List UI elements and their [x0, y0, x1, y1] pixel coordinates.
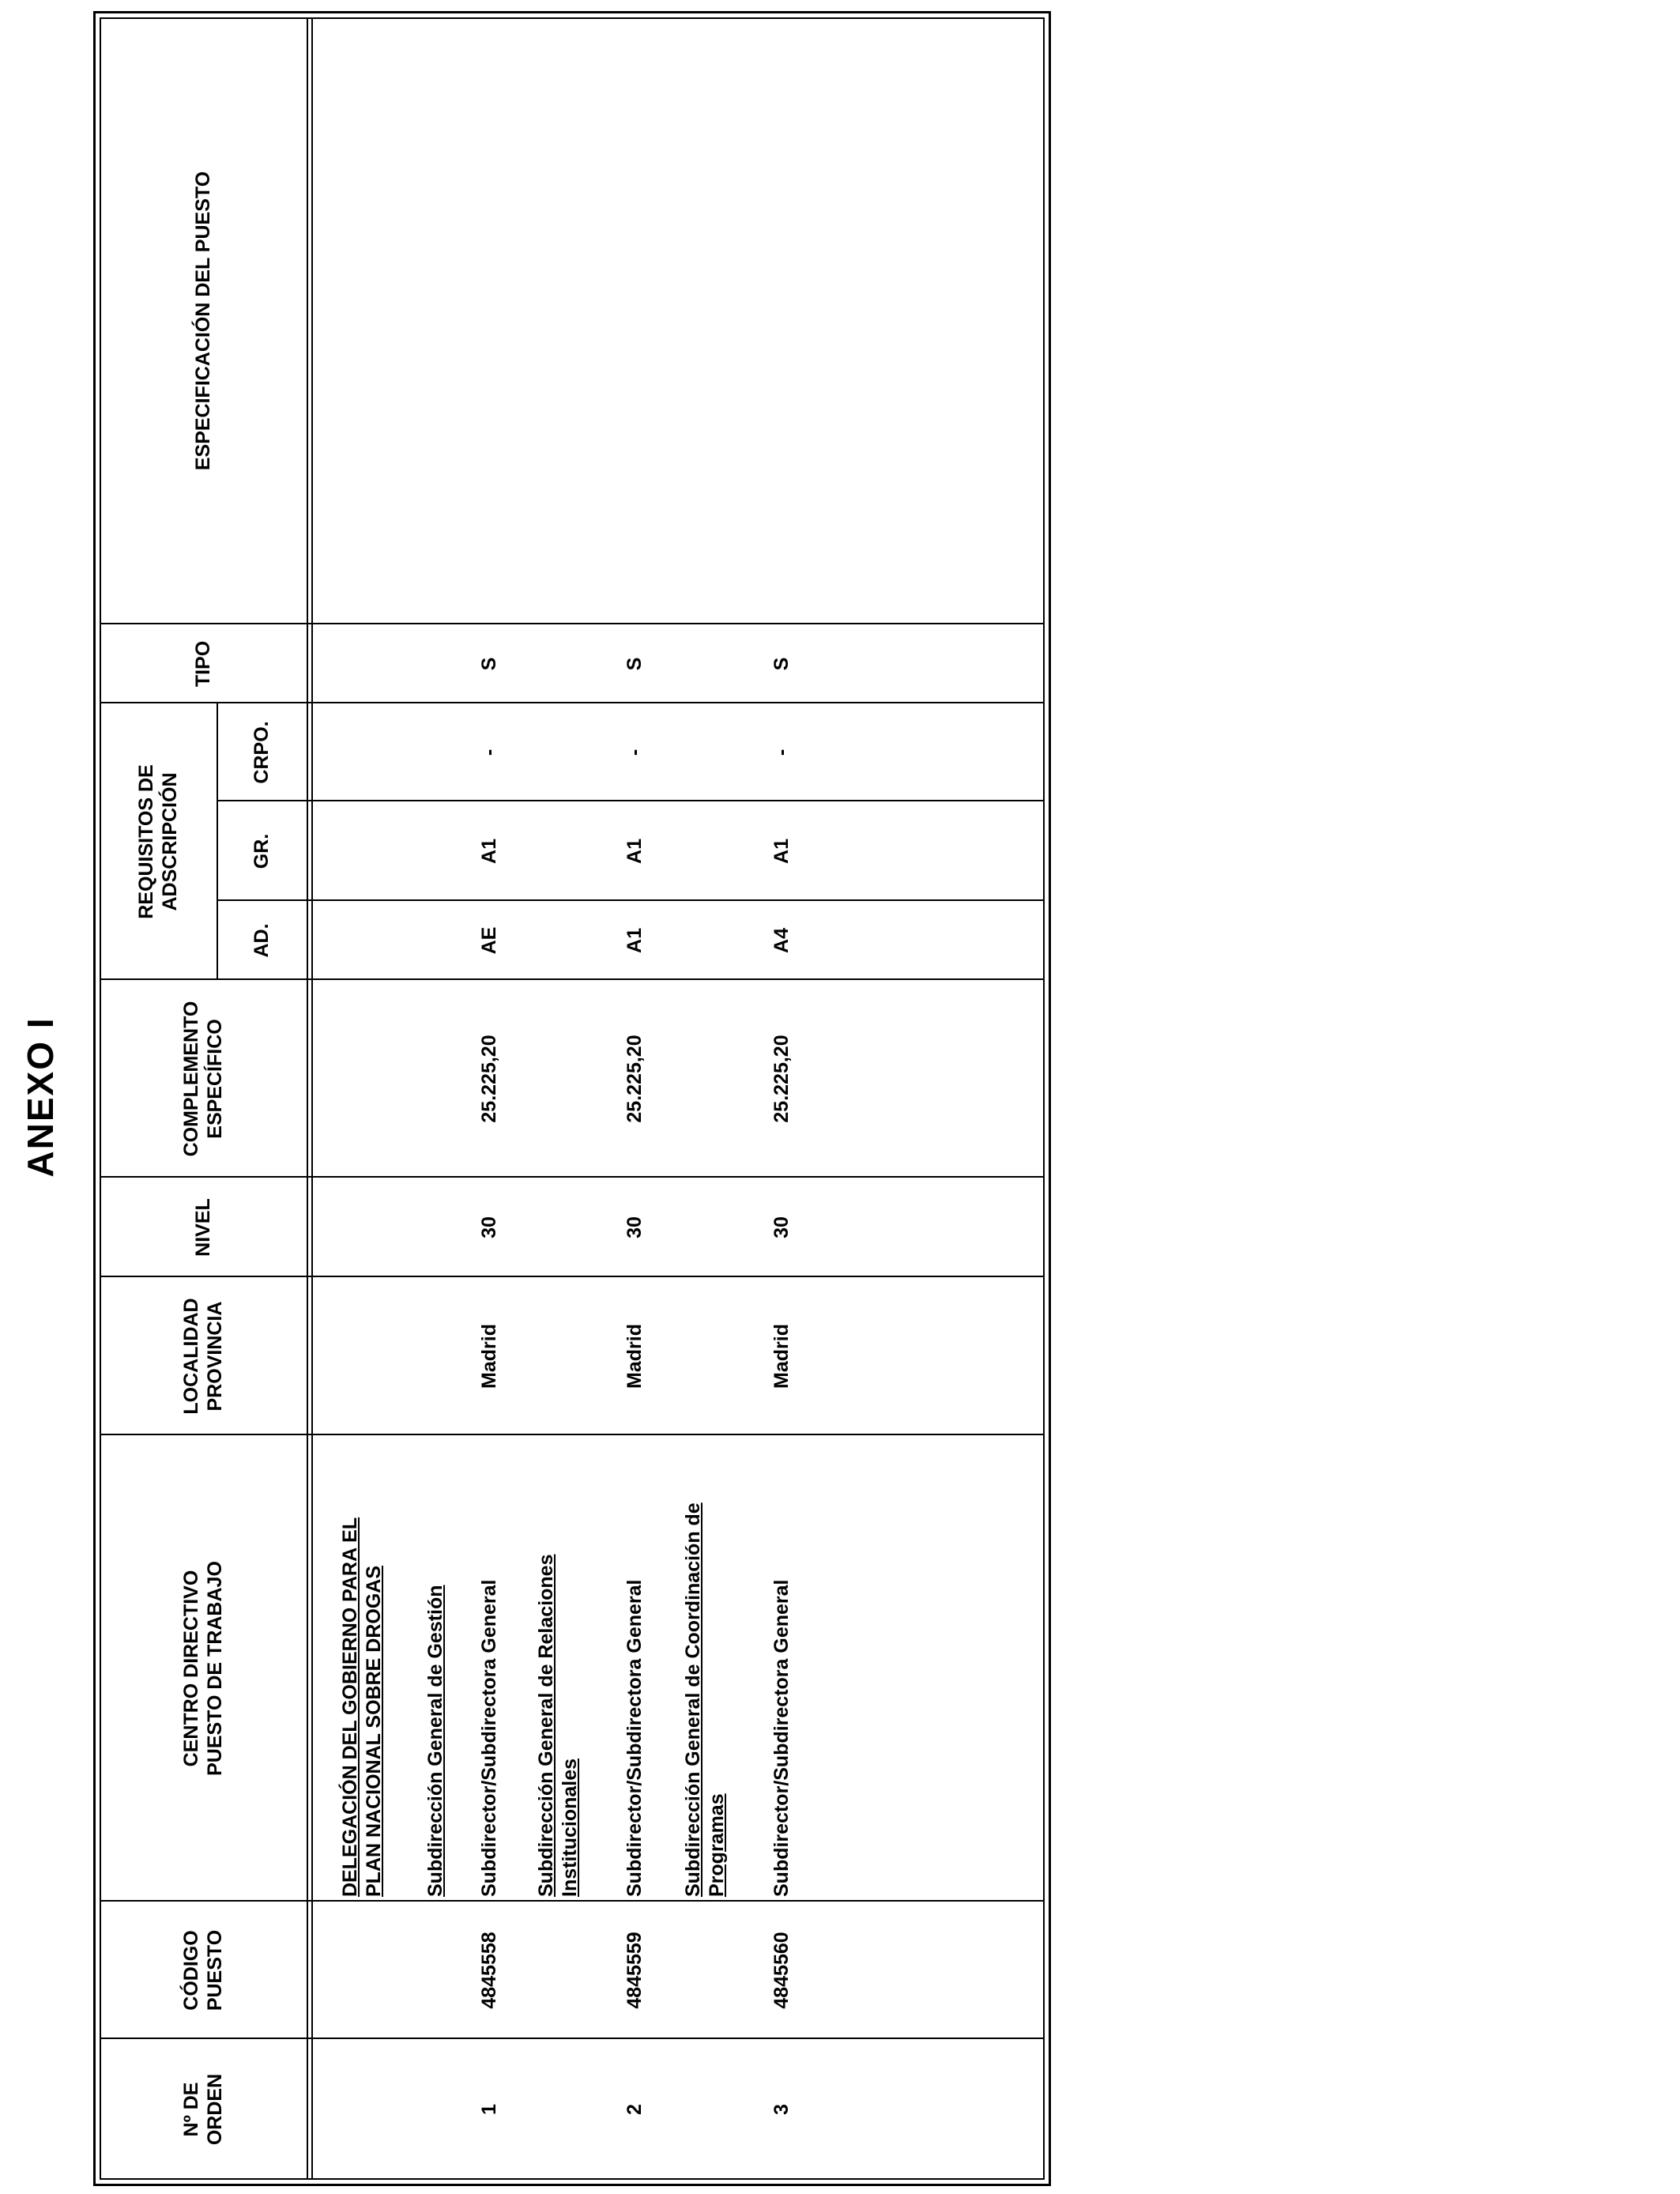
header-centro-line2: PUESTO DE TRABAJO	[204, 1561, 226, 1776]
header-nivel-text: NIVEL	[192, 1198, 214, 1257]
row-3-localidad: Madrid	[770, 1324, 793, 1389]
header-gr	[217, 801, 307, 901]
row-1-codigo: 4845558	[478, 1932, 500, 2009]
row-3-crpo: -	[770, 748, 793, 756]
header-requisitos-line1: REQUISITOS DE	[135, 764, 157, 919]
row-3-gr: A1	[770, 839, 793, 864]
row-3-nivel: 30	[770, 1216, 793, 1238]
header-tipo-text: TIPO	[192, 640, 214, 688]
header-codigo-line1: CÓDIGO	[180, 1930, 202, 2011]
header-complemento-line2: ESPECÍFICO	[204, 1019, 226, 1139]
header-crpo-text: CRPO.	[250, 721, 273, 784]
row-1-orden: 1	[478, 2104, 500, 2115]
row-2-ad: A1	[623, 928, 646, 953]
centro-sub-gestion-heading: Subdirección General de Gestión	[424, 1585, 446, 1897]
row-1-nivel: 30	[478, 1216, 500, 1238]
row-3-orden: 3	[770, 2104, 793, 2115]
row-2-gr: A1	[623, 839, 646, 864]
header-centro-line1: CENTRO DIRECTIVO	[180, 1570, 202, 1767]
header-localidad	[100, 1277, 307, 1435]
row-2-tipo: S	[623, 657, 646, 671]
row-1-crpo: -	[478, 748, 500, 756]
row-1-gr: A1	[478, 839, 500, 864]
row-2-crpo: -	[623, 748, 646, 756]
document-title: ANEXO I	[20, 1016, 61, 1178]
header-divider	[307, 17, 308, 2180]
header-codigo-line2: PUESTO	[204, 1929, 226, 2011]
header-centro	[100, 1435, 307, 1902]
row-2-orden: 2	[623, 2104, 646, 2115]
header-divider-2	[311, 17, 313, 2180]
row-1-tipo: S	[478, 657, 500, 671]
header-gr-text: GR.	[250, 833, 273, 869]
header-localidad-line1: LOCALIDAD	[180, 1298, 202, 1415]
row-2-codigo: 4845559	[623, 1932, 646, 2009]
row-3-complemento: 25.225,20	[770, 1035, 793, 1123]
header-orden-line1: Nº DE	[180, 2082, 202, 2137]
header-complemento-line1: COMPLEMENTO	[180, 1001, 202, 1157]
row-2-complemento: 25.225,20	[623, 1035, 646, 1123]
row-3-codigo: 4845560	[770, 1932, 793, 2009]
header-orden-line2: ORDEN	[204, 2073, 226, 2146]
header-ad	[217, 901, 307, 980]
row-2-nivel: 30	[623, 1216, 646, 1238]
row-3-tipo: S	[770, 657, 793, 671]
centro-delegacion-heading: DELEGACIÓN DEL GOBIERNO PARA EL PLAN NACIONAL SOBRE DROGAS	[339, 1517, 385, 1897]
centro-sub-coordinacion-heading: Subdirección General de Coordinación de Programas	[682, 1502, 728, 1897]
header-tipo	[100, 624, 307, 703]
header-requisitos	[100, 703, 217, 980]
header-complemento	[100, 980, 307, 1178]
header-nivel	[100, 1178, 307, 1277]
header-especificacion-text: ESPECIFICACIÓN DEL PUESTO	[192, 171, 214, 471]
row-2-localidad: Madrid	[623, 1324, 646, 1389]
header-crpo	[217, 703, 307, 801]
header-requisitos-line2: ADSCRIPCIÓN	[159, 772, 181, 911]
header-localidad-line2: PROVINCIA	[204, 1301, 226, 1412]
header-orden	[100, 2039, 307, 2180]
row-3-puesto: Subdirector/Subdirectora General	[770, 1579, 793, 1897]
row-1-localidad: Madrid	[478, 1324, 500, 1389]
header-especificacion	[100, 17, 307, 624]
header-codigo	[100, 1902, 307, 2039]
row-1-complemento: 25.225,20	[478, 1035, 500, 1123]
header-ad-text: AD.	[250, 923, 273, 958]
centro-sub-relaciones-heading: Subdirección General de Relaciones Institucionales	[535, 1554, 581, 1897]
row-3-ad: A4	[770, 928, 793, 953]
row-1-puesto: Subdirector/Subdirectora General	[478, 1579, 500, 1897]
row-2-puesto: Subdirector/Subdirectora General	[623, 1579, 646, 1897]
row-1-ad: AE	[478, 926, 500, 955]
